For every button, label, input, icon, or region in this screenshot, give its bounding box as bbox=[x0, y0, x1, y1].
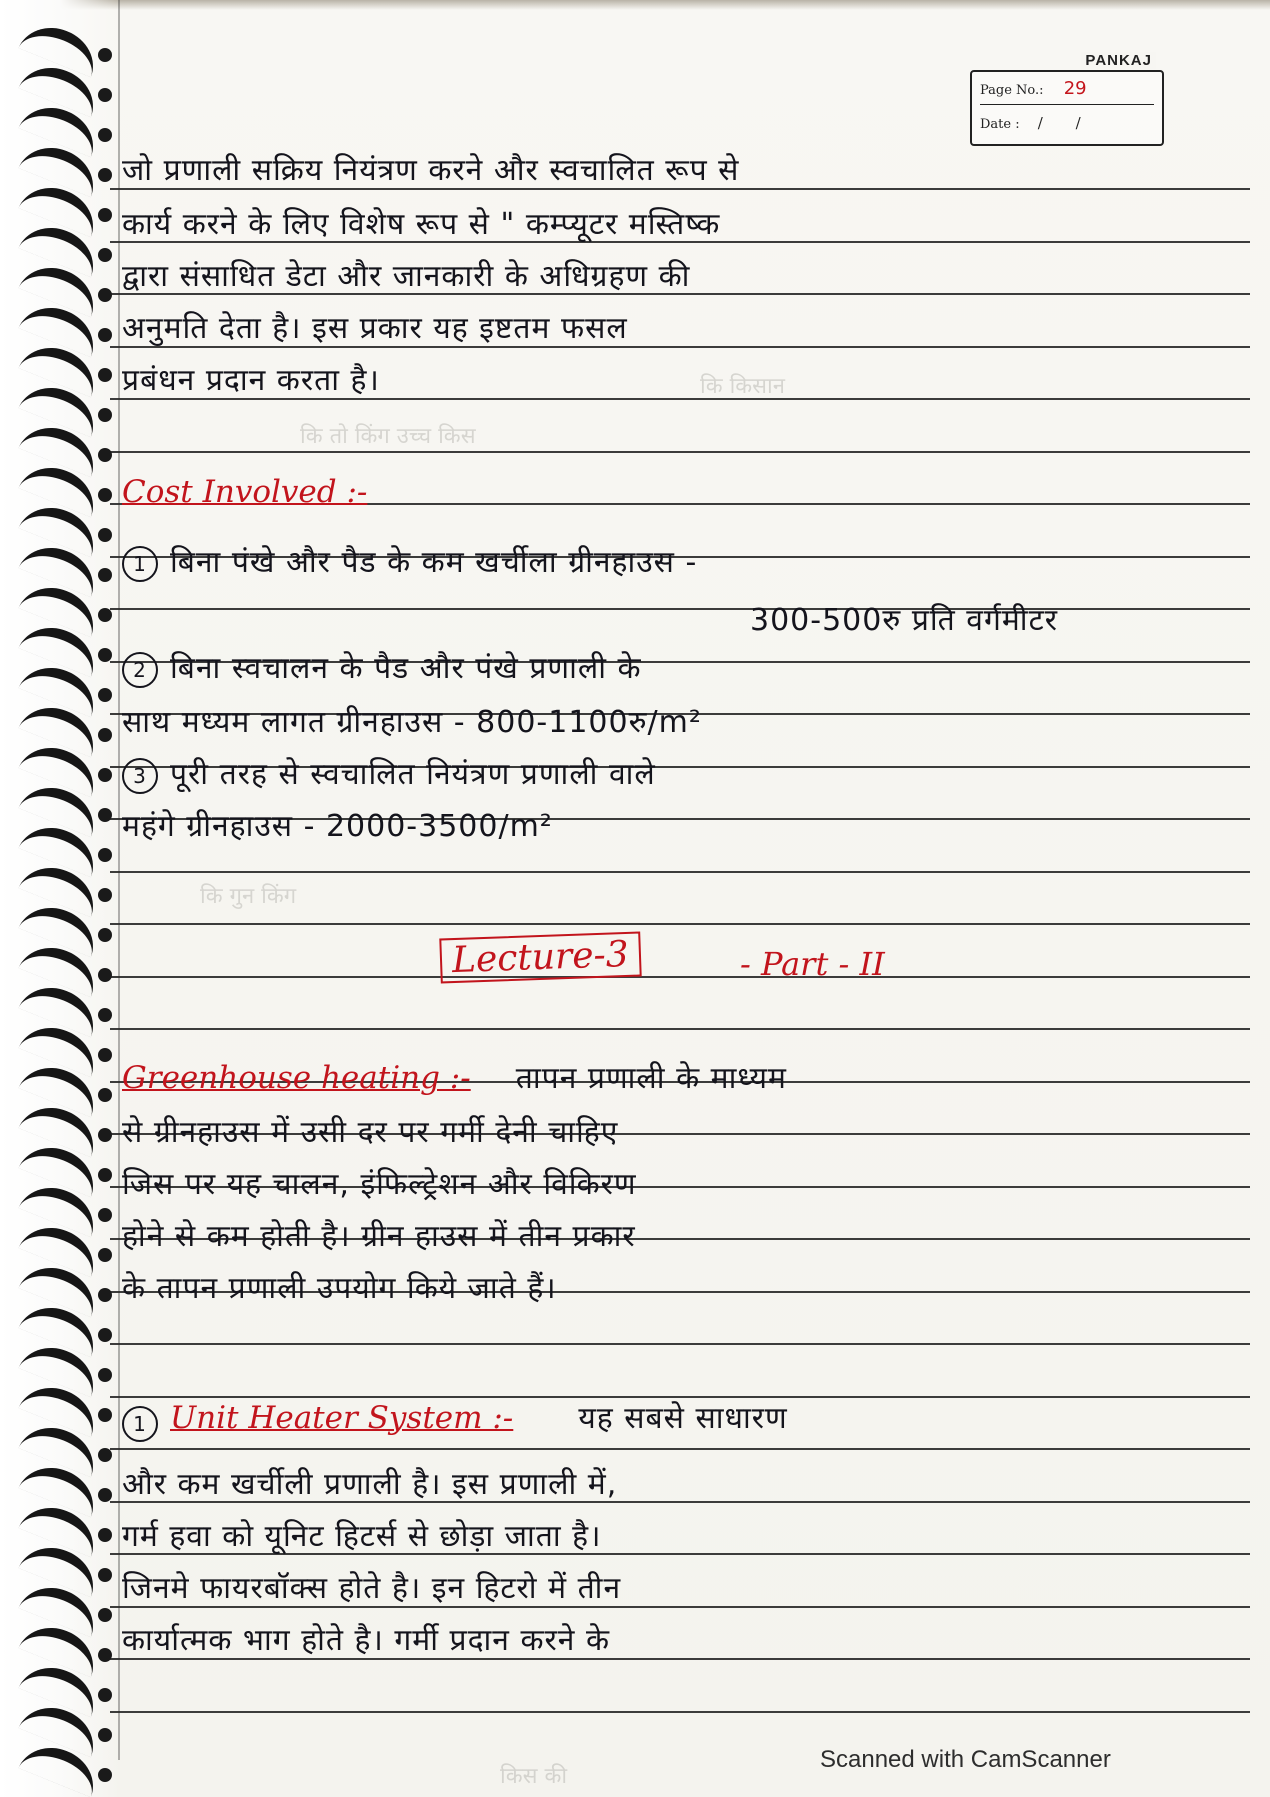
intro-line-3: द्वारा संसाधित डेटा और जानकारी के अधिग्रहण की bbox=[122, 259, 691, 294]
ruled-line bbox=[110, 1448, 1250, 1450]
unit-heater-heading-line bbox=[122, 1396, 1237, 1442]
unit-heater-first-line: यह सबसे साधारण bbox=[578, 1401, 788, 1436]
cost-item-2-line-1: बिना स्वचालन के पैड और पंखे प्रणाली के bbox=[170, 651, 642, 686]
ruled-line bbox=[110, 1711, 1250, 1713]
lecture-title: Lecture-3 bbox=[439, 932, 641, 984]
unit-heater-heading: Unit Heater System :- bbox=[170, 1400, 514, 1436]
intro-line-4: अनुमति देता है। इस प्रकार यह इष्टतम फसल bbox=[122, 311, 628, 346]
heating-heading-line bbox=[122, 1056, 1237, 1097]
page-no-row bbox=[980, 74, 1154, 105]
ruled-line bbox=[110, 871, 1250, 873]
ruled-line bbox=[110, 1028, 1250, 1030]
bleed-through-text: किस की bbox=[500, 1764, 568, 1789]
unit-heater-line-3: जिनमे फायरबॉक्स होते है। इन हिटरो में तीन bbox=[122, 1571, 622, 1606]
item-number-2: 2 bbox=[122, 652, 158, 688]
bleed-through-text: कि किसान bbox=[700, 374, 785, 399]
ruled-line bbox=[110, 1343, 1250, 1345]
cost-item-1-line-2: 300-500रु प्रति वर्गमीटर bbox=[750, 603, 1058, 638]
date-value: / / bbox=[1037, 114, 1095, 132]
intro-line-1: जो प्रणाली सक्रिय नियंत्रण करने और स्वचालित रूप से bbox=[122, 153, 740, 188]
notebook-brand: PANKAJ bbox=[1081, 52, 1156, 69]
ruled-line bbox=[110, 923, 1250, 925]
spiral-binding bbox=[0, 0, 120, 1797]
cost-item-3 bbox=[122, 752, 1237, 794]
heating-line-3: होने से कम होती है। ग्रीन हाउस में तीन प्रकार bbox=[122, 1219, 636, 1254]
item-number-3: 3 bbox=[122, 758, 158, 794]
margin-line bbox=[118, 0, 120, 1760]
item-number-unit-heater: 1 bbox=[122, 1406, 158, 1442]
heating-heading: Greenhouse heating :- bbox=[122, 1060, 471, 1096]
ruled-line bbox=[110, 976, 1250, 978]
heating-line-4: के तापन प्रणाली उपयोग किये जाते हैं। bbox=[122, 1271, 557, 1306]
page-no-label: Page No.: bbox=[980, 83, 1044, 98]
cost-item-2-line-2: साथ मध्यम लागत ग्रीनहाउस - 800-1100रु/m² bbox=[122, 705, 702, 740]
cost-heading: Cost Involved :- bbox=[122, 474, 368, 510]
unit-heater-line-4: कार्यात्मक भाग होते है। गर्मी प्रदान करने के bbox=[122, 1623, 611, 1658]
page-number-box bbox=[970, 52, 1164, 146]
lecture-part: - Part - II bbox=[740, 945, 885, 983]
cost-item-3-line-1: पूरी तरह से स्वचालित नियंत्रण प्रणाली वाले bbox=[170, 757, 656, 792]
unit-heater-line-2: गर्म हवा को यूनिट हिटर्स से छोड़ा जाता है। bbox=[122, 1519, 602, 1554]
bleed-through-text: कि तो किंग उच्च किस bbox=[300, 424, 476, 449]
date-label: Date : bbox=[980, 117, 1020, 132]
cost-item-1-line-1: बिना पंखे और पैड के कम खर्चीला ग्रीनहाउस - bbox=[170, 545, 698, 580]
date-row bbox=[980, 108, 1154, 138]
heating-line-2: जिस पर यह चालन, इंफिल्ट्रेशन और विकिरण bbox=[122, 1167, 637, 1202]
intro-line-2: कार्य करने के लिए विशेष रूप से " कम्प्यूटर मस्तिष्क bbox=[122, 207, 721, 242]
cost-item-1 bbox=[122, 540, 1237, 582]
scanner-watermark: Scanned with CamScanner bbox=[820, 1746, 1111, 1773]
unit-heater-line-1: और कम खर्चीली प्रणाली है। इस प्रणाली में, bbox=[122, 1467, 618, 1502]
ruled-line bbox=[110, 451, 1250, 453]
bleed-through-text: कि गुन किंग bbox=[200, 884, 297, 909]
item-number-1: 1 bbox=[122, 546, 158, 582]
cost-item-2 bbox=[122, 646, 1237, 688]
heating-line-1: से ग्रीनहाउस में उसी दर पर गर्मी देनी चाहिए bbox=[122, 1115, 619, 1150]
cost-item-3-line-2: महंगे ग्रीनहाउस - 2000-3500/m² bbox=[122, 809, 553, 844]
heating-first-line: तापन प्रणाली के माध्यम bbox=[515, 1061, 787, 1096]
intro-line-5: प्रबंधन प्रदान करता है। bbox=[122, 363, 380, 398]
page-no-value: 29 bbox=[1063, 78, 1087, 99]
